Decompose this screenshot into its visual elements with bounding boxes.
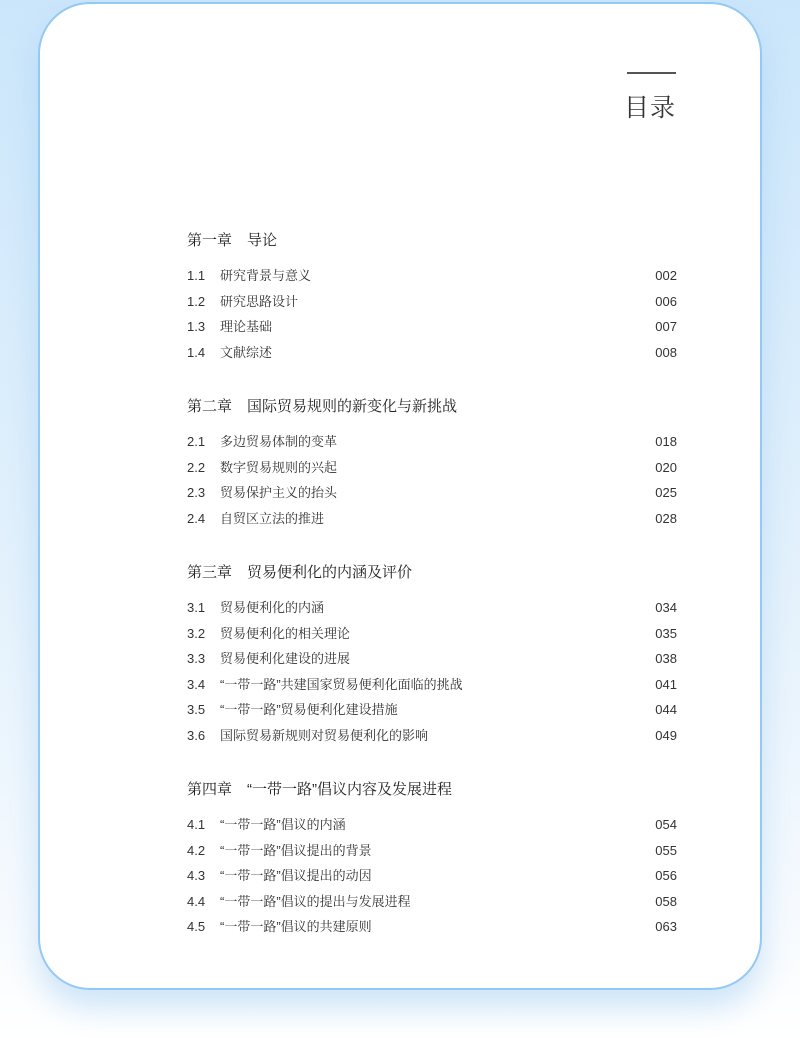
section-label: “一带一路”倡议的提出与发展进程 <box>220 893 411 909</box>
section-label: 贸易便利化的内涵 <box>220 600 325 615</box>
page-number: 063 <box>655 919 677 934</box>
section-number: 4.5 <box>187 919 206 934</box>
section-number: 4.3 <box>187 868 206 883</box>
section-number: 3.6 <box>187 727 206 743</box>
toc-entry[interactable] <box>187 455 677 481</box>
toc-entry[interactable] <box>187 812 677 838</box>
page-number: 044 <box>655 702 677 717</box>
toc-entry[interactable] <box>187 723 677 749</box>
chapter-title[interactable]: 第二章 国际贸易规则的新变化与新挑战 <box>187 398 458 415</box>
toc-entry[interactable] <box>187 838 677 864</box>
section-number: 1.1 <box>187 268 206 283</box>
section-number: 2.1 <box>187 434 206 449</box>
section-label: 自贸区立法的推进 <box>220 510 325 526</box>
section-label: “一带一路”倡议提出的动因 <box>220 868 372 883</box>
section-label: 研究背景与意义 <box>220 268 312 283</box>
toc-entry[interactable] <box>187 621 677 647</box>
section-number: 2.4 <box>187 510 206 526</box>
toc-entry[interactable] <box>187 914 677 940</box>
chapter-title[interactable]: 第四章 “一带一路”倡议内容及发展进程 <box>187 781 452 798</box>
section-number: 3.3 <box>187 651 206 666</box>
chapter-section <box>187 562 677 748</box>
page-number: 049 <box>655 727 677 743</box>
toc-entry[interactable] <box>187 863 677 889</box>
section-label: “一带一路”共建国家贸易便利化面临的挑战 <box>220 676 463 692</box>
page-number: 056 <box>655 868 677 883</box>
section-label: 文献综述 <box>220 344 273 360</box>
toc-entry[interactable] <box>187 672 677 698</box>
page-number: 058 <box>655 893 677 909</box>
toc-entry[interactable] <box>187 480 677 506</box>
section-number: 3.1 <box>187 600 206 615</box>
section-number: 3.4 <box>187 676 206 692</box>
section-number: 4.1 <box>187 817 206 832</box>
page-number: 018 <box>655 434 677 449</box>
table-of-contents <box>187 230 677 971</box>
chapter-title[interactable]: 第三章 贸易便利化的内涵及评价 <box>187 564 413 581</box>
section-label: “一带一路”贸易便利化建设措施 <box>220 702 398 717</box>
toc-entry[interactable] <box>187 697 677 723</box>
section-label: 多边贸易体制的变革 <box>220 434 338 449</box>
section-number: 2.3 <box>187 485 206 500</box>
toc-entry[interactable] <box>187 340 677 366</box>
section-label: 数字贸易规则的兴起 <box>220 459 338 475</box>
page-number: 002 <box>655 268 677 283</box>
section-label: 贸易保护主义的抬头 <box>220 485 338 500</box>
chapter-title[interactable]: 第一章 导论 <box>187 232 278 249</box>
toc-entry[interactable] <box>187 646 677 672</box>
section-label: 理论基础 <box>220 319 273 334</box>
page-number: 035 <box>655 625 677 641</box>
page-number: 054 <box>655 817 677 832</box>
page-number: 041 <box>655 676 677 692</box>
chapter-section <box>187 230 677 365</box>
page-number: 038 <box>655 651 677 666</box>
toc-entry[interactable] <box>187 289 677 315</box>
page-number: 055 <box>655 842 677 858</box>
chapter-section <box>187 396 677 531</box>
page-number: 025 <box>655 485 677 500</box>
section-number: 3.5 <box>187 702 206 717</box>
toc-entry[interactable] <box>187 263 677 289</box>
section-number: 1.2 <box>187 293 206 309</box>
page-number: 008 <box>655 344 677 360</box>
section-number: 4.2 <box>187 842 206 858</box>
page-number: 006 <box>655 293 677 309</box>
toc-entry[interactable] <box>187 595 677 621</box>
section-label: 贸易便利化建设的进展 <box>220 651 351 666</box>
page-number: 020 <box>655 459 677 475</box>
section-number: 2.2 <box>187 459 206 475</box>
section-label: 贸易便利化的相关理论 <box>220 625 351 641</box>
toc-entry[interactable] <box>187 889 677 915</box>
toc-card <box>38 2 762 990</box>
section-label: 国际贸易新规则对贸易便利化的影响 <box>220 727 429 743</box>
section-number: 3.2 <box>187 625 206 641</box>
page-number: 007 <box>655 319 677 334</box>
section-number: 1.4 <box>187 344 206 360</box>
section-label: “一带一路”倡议的共建原则 <box>220 919 372 934</box>
section-number: 4.4 <box>187 893 206 909</box>
chapter-section <box>187 779 677 940</box>
toc-entry[interactable] <box>187 429 677 455</box>
section-label: “一带一路”倡议的内涵 <box>220 817 346 832</box>
toc-entry[interactable] <box>187 506 677 532</box>
title-divider <box>627 72 676 74</box>
page-number: 034 <box>655 600 677 615</box>
section-label: 研究思路设计 <box>220 293 299 309</box>
page-title: 目录 <box>624 94 677 122</box>
toc-entry[interactable] <box>187 314 677 340</box>
section-number: 1.3 <box>187 319 206 334</box>
page-number: 028 <box>655 510 677 526</box>
section-label: “一带一路”倡议提出的背景 <box>220 842 372 858</box>
